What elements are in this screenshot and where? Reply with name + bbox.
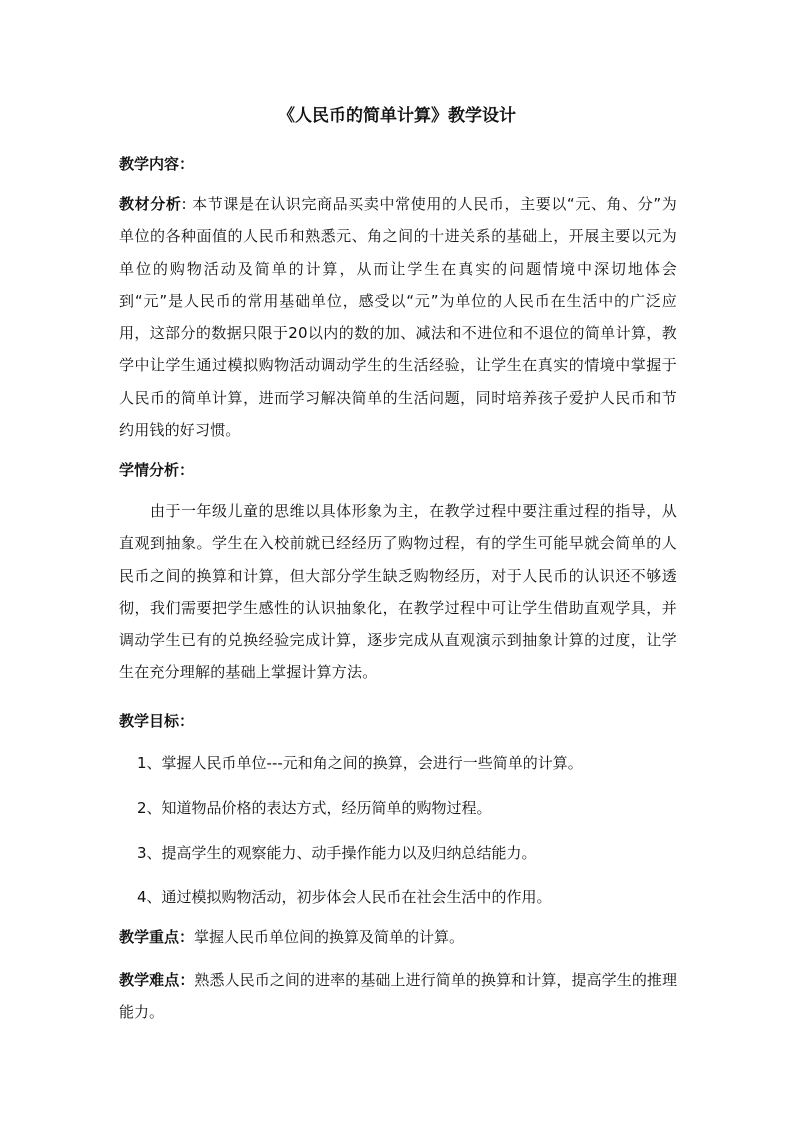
difficulty-text: 熟悉人民币之间的进率的基础上进行简单的换算和计算，提高学生的推理能力。 xyxy=(119,971,677,1022)
material-analysis-text: : 本节课是在认识完商品买卖中常使用的人民币，主要以“元、角、分”为单位的各种面值的人民币和熟悉元、角之间的十进关系的基础上，开展主要以元为单位的购物活动及简单的计算，从而让学生在真实的问题情境中深切地体会到“元”是人民币的常用基础单位，感受以“元”为单位的人民币在生活中的广泛应用，这部分的数据只限于20以内的数的加、减法和不进位和不退位的简单计算，教学中让学生通过模拟购物活动调动学生的生活经验，让学生在真实的情境中掌握于人民币的简单计算，进而学习解决简单的生活问题，同时培养孩子爱护人民币和节约用钱的好习惯。 xyxy=(119,195,677,440)
content-heading: 教学内容： xyxy=(119,155,195,173)
material-analysis-label: 教材分析 xyxy=(119,195,182,213)
goal-item-3: 3、提高学生的观察能力、动手操作能力以及归纳总结能力。 xyxy=(137,844,537,862)
student-analysis-paragraph: 由于一年级儿童的思维以具体形象为主，在教学过程中要注重过程的指导，从直观到抽象。学生在入校前就已经经历了购物过程，有的学生可能早就会简单的人民币之间的换算和计算，但大部分学生缺乏购物经历，对于人民币的认识还不够透彻，我们需要把学生感性的认识抽象化，在教学过程中可让学生借助直观学具，并调动学生已有的兑换经验完成计算，逐步完成从直观演示到抽象计算的过度，让学生在充分理解的基础上掌握计算方法。 xyxy=(119,502,677,682)
goals-heading: 教学目标： xyxy=(119,712,195,730)
goal-item-4: 4、通过模拟购物活动，初步体会人民币在社会生活中的作用。 xyxy=(137,888,552,906)
document-title: 《人民币的简单计算》教学设计 xyxy=(278,106,516,126)
key-point-text: 掌握人民币单位间的换算及简单的计算。 xyxy=(194,928,465,946)
goal-item-2: 2、知道物品价格的表达方式，经历简单的购物过程。 xyxy=(137,799,492,817)
key-point-line xyxy=(119,921,677,953)
key-point-label: 教学重点： xyxy=(119,928,195,946)
goal-item-1: 1、掌握人民币单位---元和角之间的换算，会进行一些简单的计算。 xyxy=(137,754,583,772)
difficulty-label: 教学难点： xyxy=(119,971,195,989)
student-analysis-heading: 学情分析： xyxy=(119,461,195,479)
material-analysis-paragraph xyxy=(119,188,677,446)
difficulty-paragraph xyxy=(119,964,677,1029)
